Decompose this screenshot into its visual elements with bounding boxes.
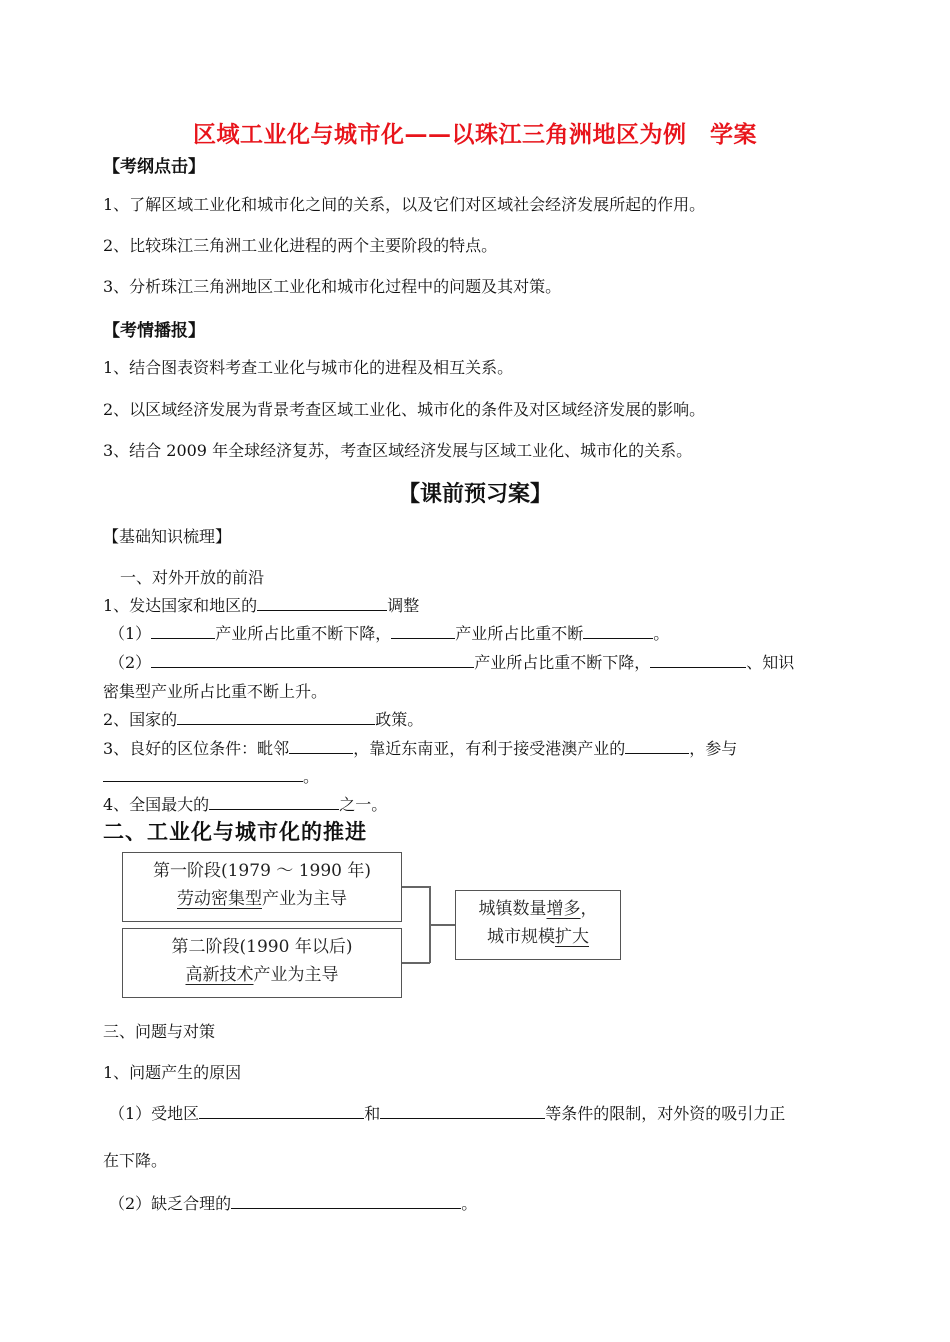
outline-item-1: 1、了解区域工业化和城市化之间的关系，以及它们对区域社会经济发展所起的作用。 [103,195,706,214]
section1-line-8 [103,792,387,815]
line-text: （2）缺乏合理的 [109,1194,232,1213]
result-keyword: 增多 [546,899,581,919]
result-text: 城市规模 [487,927,555,947]
connector-line [402,886,430,888]
exam-item-1: 1、结合图表资料考查工业化与城市化的进程及相互关系。 [103,358,514,377]
fill-blank[interactable] [257,596,387,611]
line-text: 。 [461,1194,478,1213]
section1-line-3 [109,650,794,673]
stage2-feature [131,961,393,989]
section3-heading: 三、问题与对策 [103,1022,216,1041]
stage1-period: 第一阶段(1979 ～ 1990 年) [152,861,371,881]
fill-blank[interactable] [209,795,339,810]
section1-heading: 一、对外开放的前沿 [120,568,265,587]
section3-line-3 [109,1191,477,1214]
line-text: 2、国家的 [103,710,178,729]
result-box [455,890,621,960]
line-text: （2） [109,653,152,672]
result-keyword: 扩大 [555,927,589,947]
section3-sub1: 1、问题产生的原因 [103,1063,242,1082]
stage1-industry-type: 劳动密集型 [177,889,262,909]
fill-blank[interactable] [380,1104,545,1119]
fill-blank[interactable] [103,767,303,782]
fill-blank[interactable] [231,1194,461,1209]
stage2-industry-type: 高新技术 [185,965,254,985]
fill-blank[interactable] [151,653,474,668]
stage2-feature-text: 产业为主导 [253,965,339,985]
stage1-feature [131,885,393,913]
connector-line [402,962,430,964]
section1-line-4: 密集型产业所占比重不断上升。 [103,682,328,701]
line-text: 之一。 [339,795,388,814]
stage1-feature-text: 产业为主导 [262,889,347,909]
fill-blank[interactable] [151,624,215,639]
outline-item-3: 3、分析珠江三角洲地区工业化和城市化过程中的问题及其对策。 [103,277,562,296]
fill-blank[interactable] [625,739,689,754]
stage2-box [122,928,402,998]
stage2-period: 第二阶段(1990 年以后) [171,937,353,957]
line-text: 调整 [387,596,420,615]
exam-item-3: 3、结合 2009 年全球经济复苏，考查区域经济发展与区域工业化、城市化的关系。 [103,441,693,460]
section3-line-2: 在下降。 [103,1151,168,1170]
line-text: 。 [653,624,670,643]
section2-heading: 二、工业化与城市化的推进 [103,820,367,844]
fill-blank[interactable] [199,1104,364,1119]
section1-line-1 [103,593,419,616]
fill-blank[interactable] [650,653,746,668]
line-text: 1、发达国家和地区的 [103,596,258,615]
result-text: 城镇数量 [478,899,547,919]
fill-blank[interactable] [583,624,653,639]
line-text: 4、全国最大的 [103,795,210,814]
fill-blank[interactable] [177,710,375,725]
line-text: 政策。 [375,710,424,729]
outline-heading: 【考纲点击】 [103,157,205,177]
result-line-1 [464,895,612,923]
section1-line-5 [103,707,423,730]
result-line-2 [464,923,612,951]
exam-item-2: 2、以区域经济发展为背景考查区域工业化、城市化的条件及对区域经济发展的影响。 [103,400,706,419]
fill-blank[interactable] [391,624,455,639]
line-text: 、知识 [746,653,795,672]
line-text: （1） [109,624,152,643]
document-title: 区域工业化与城市化——以珠江三角洲地区为例 学案 [193,121,757,148]
section3-line-1 [109,1101,785,1124]
preview-title: 【课前预习案】 [397,481,552,507]
exam-heading: 【考情播报】 [103,321,205,341]
line-text: 产业所占比重不断下降， [215,624,392,643]
section1-line-6 [103,736,737,759]
line-text: ，参与 [689,739,738,758]
section1-line-2 [109,621,669,644]
line-text: （1）受地区 [109,1104,200,1123]
fill-blank[interactable] [289,739,353,754]
basic-knowledge-heading: 【基础知识梳理】 [103,527,232,546]
stage1-box [122,852,402,922]
line-text: 产业所占比重不断 [455,624,584,643]
line-text: 3、良好的区位条件：毗邻 [103,739,290,758]
connector-line [429,924,455,926]
line-text: ，靠近东南亚，有利于接受港澳产业的 [353,739,626,758]
section1-line-7 [103,764,319,787]
line-text: 等条件的限制，对外资的吸引力正 [545,1104,786,1123]
line-text: 和 [364,1104,381,1123]
outline-item-2: 2、比较珠江三角洲工业化进程的两个主要阶段的特点。 [103,236,498,255]
line-text: 。 [303,767,320,786]
line-text: 产业所占比重不断下降， [474,653,651,672]
result-text: ， [580,899,598,919]
